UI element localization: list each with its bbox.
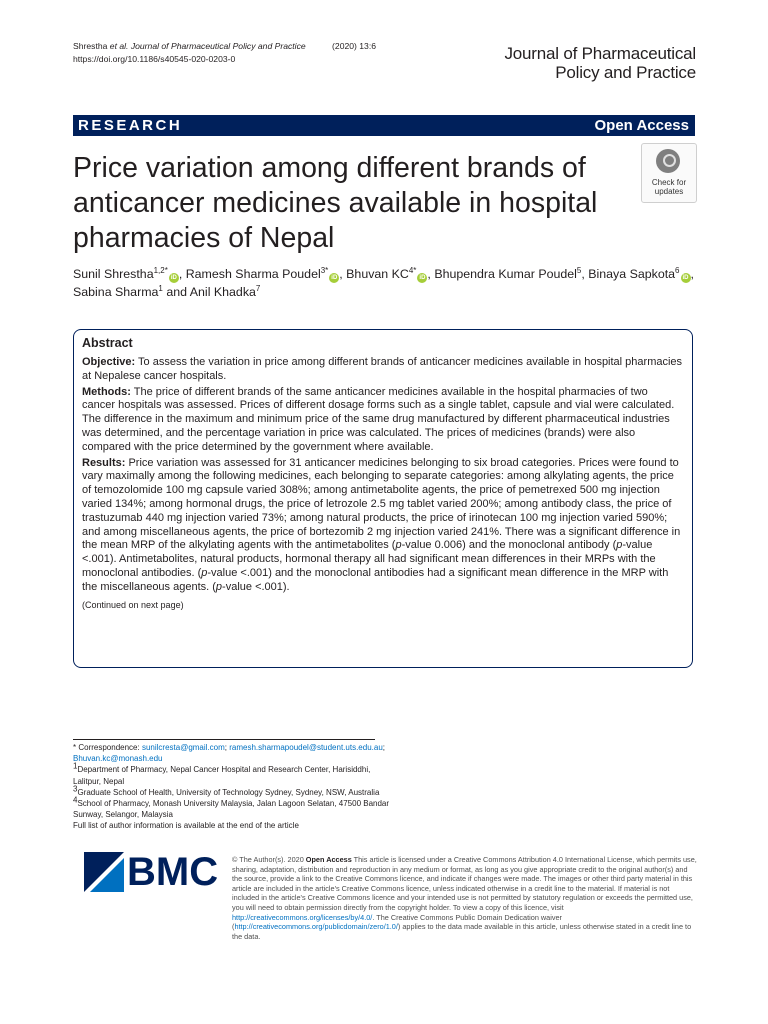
affiliation [73, 795, 393, 820]
continued-note: (Continued on next page) [82, 599, 184, 610]
author-name: Anil Khadka [189, 285, 256, 299]
author-connector: and [166, 285, 188, 299]
author-name: Bhupendra Kumar Poudel [434, 267, 577, 281]
journal-name-line2: Policy and Practice [555, 63, 696, 82]
license-link[interactable]: http://creativecommons.org/licenses/by/4.0/ [232, 912, 373, 922]
author-affiliation: 1 [158, 283, 163, 293]
author-affiliation: 3* [320, 265, 329, 275]
abstract-objective [82, 356, 683, 384]
email-link[interactable]: ramesh.sharmapoudel@student.uts.edu.au [229, 743, 383, 752]
copyright: © The Author(s). 2020 [232, 855, 304, 864]
author-name: Sunil Shrestha [73, 267, 154, 281]
objective-text: To assess the variation in price among different brands of anticancer medicines available in hospital pharmacies at Nepalese cancer hospitals. [82, 356, 683, 382]
orcid-icon[interactable]: iD [331, 275, 338, 281]
author-list: Sunil Shrestha$^{1,2*}$iD , Ramesh Sharma Poudel$^{3*}$iD , Bhuvan $KC^{4*}iD$ , Bhupendra Kumar Poudel$^5$, Binaya Sapkota$^6$iD , Sabina Sharma$^1$ and Anil Khadka$^7$ [73, 265, 694, 299]
affiliation [73, 784, 393, 798]
abstract-methods [82, 386, 683, 455]
affiliation-text: Department of Pharmacy, Nepal Cancer Hospital and Research Center, Harisiddhi, Lalitpur, Nepal [73, 765, 371, 786]
results-text: -value <.001) and the monoclonal antibodies had a significant mean difference in the MRP with the miscellaneous agents. ( [82, 566, 669, 593]
orcid-icon[interactable]: iD [419, 275, 426, 281]
author-affiliation: 7 [255, 283, 261, 293]
license-body: This article is licensed under a Creative Commons Attribution 4.0 International License, which permits use, sharing, adaptation, distribution and reproduction in any medium or format, as long as you give appropriate credit to the original author(s) and the source, provide a link to the Creative Commons licence, and indicate if changes were made. The images or other third party material in this article are included in the article's Creative Commons licence, unless indicated otherwise in a credit line to the material. If material is not included in the article's Creative Commons licence and your intended use is not permitted by statutory regulation or exceeds the permitted use, you will need to obtain permission directly from the copyright holder. To view a copy of this licence, visit [232, 855, 697, 912]
abstract-heading: Abstract [82, 336, 133, 350]
journal-name [470, 44, 696, 82]
bmc-logo-text: BMC [127, 850, 219, 894]
author-affiliation: 6 [675, 265, 680, 275]
citation-authors: Shrestha [73, 41, 108, 51]
citation-journal: Journal of Pharmaceutical Policy and Practice [130, 41, 306, 51]
citation-etal: et al. [109, 41, 129, 51]
author-name: Bhuvan KC [346, 267, 409, 281]
footnote-divider [73, 739, 375, 740]
p-symbol: p [201, 566, 208, 579]
affiliation-number: 3 [73, 784, 78, 794]
public-domain-link[interactable]: http://creativecommons.org/publicdomain/zero/1.0/ [234, 922, 398, 932]
affiliation-number: 4 [73, 795, 78, 805]
license-text [232, 855, 697, 941]
correspondence: * Correspondence: sunilcresta@gmail.com; ramesh.sharmapoudel@student.uts.edu.au; Bhuvan.kc@monash.edu [73, 743, 385, 764]
email-link[interactable]: Bhuvan.kc@monash.edu [73, 754, 163, 764]
p-symbol: p [616, 539, 623, 552]
section-label: RESEARCH [78, 117, 183, 134]
affiliation [73, 761, 393, 786]
objective-label: Objective: [82, 356, 136, 368]
license-body: . The Creative Commons Public Domain Dedication waiver ( [232, 912, 562, 932]
results-label: Results: [82, 456, 126, 469]
affiliation-number: 1 [73, 761, 78, 771]
methods-label: Methods: [82, 385, 131, 398]
journal-name-line1: Journal of Pharmaceutical [504, 44, 696, 63]
crossmark-label-line1: Check for [651, 178, 687, 187]
affiliation-text: Graduate School of Health, University of Technology Sydney, Sydney, NSW, Australia [77, 787, 380, 797]
orcid-icon[interactable]: iD [682, 275, 689, 281]
results-text: -value <.001). [222, 580, 290, 593]
citation-header [73, 40, 376, 66]
article-type-banner [73, 115, 695, 136]
results-text: -value <.001). Antimetabolites, natural products, hormonal therapy all had significant mean differences in their MRPs with the monoclonal antibodies. ( [82, 539, 656, 579]
crossmark-label-line2: updates [654, 187, 684, 196]
affiliation-text: School of Pharmacy, Monash University Malaysia, Jalan Lagoon Selatan, 47500 Bandar Sunway, Selangor, Malaysia [73, 799, 390, 820]
license-body: ) applies to the data made available in this article, unless otherwise stated in a credit line to the data. [232, 922, 692, 941]
full-author-info-note: Full list of author information is available at the end of the article [73, 821, 299, 831]
correspondence-label: * Correspondence: [73, 743, 140, 752]
p-symbol: p [395, 539, 402, 552]
methods-text: The price of different brands of the same anticancer medicines available in the hospital pharmacies of two cancer hospitals was assessed. Prices of different dosage forms such as a single tablet, capsule and vial were calculated. The difference in the maximum and minimum price of the same drug manufactured by different pharmaceutical industries was determined, and the percentage variation in price was calculated. The prices of medicines (brands) were also compared with the price determined by the government where available. [82, 385, 675, 453]
abstract-box [73, 329, 693, 668]
author-affiliation: 5 [576, 265, 582, 275]
email-link[interactable]: sunilcresta@gmail.com [141, 743, 225, 752]
author-affiliation: 1,2* [153, 265, 168, 275]
p-symbol: p [215, 580, 223, 593]
bmc-logo [84, 850, 219, 894]
check-for-updates-button[interactable] [641, 143, 697, 203]
author-name: Binaya Sapkota [588, 267, 676, 281]
crossmark-icon [656, 149, 680, 173]
author-affiliation: 4* [408, 265, 417, 275]
author-name: Sabina Sharma [73, 285, 159, 299]
abstract-results [82, 457, 683, 595]
results-text: Price variation was assessed for 31 anticancer medicines belonging to six broad categories. Prices were found to vary maximally among the following medicines, each belonging to separate categories: among alkylating agents, the price of temozolomide 100 mg capsule varied 308%; among antimetabolite agents, the price of pemetrexed 500 mg injection varied 134%; among hormonal drugs, the price of letrozole 2.5 mg tablet varied 200%; among antibody class, the price of trastuzumab 440 mg injection varied 73%; among natural products, the price of irinotecan 100 mg injection varied 590%; and among miscellaneous agents, the price of bortezomib 2 mg injection varied 241%. There was a significant difference in the mean MRP of the alkylating agents with the antimetabolites ( [82, 456, 681, 552]
results-text: -value 0.006) and the monoclonal antibody ( [401, 539, 617, 552]
orcid-icon[interactable]: iD [170, 275, 177, 281]
doi-link[interactable]: https://doi.org/10.1186/s40545-020-0203-0 [73, 54, 236, 64]
open-access-label: Open Access [594, 117, 689, 134]
citation-volume: (2020) 13:6 [332, 41, 377, 51]
bmc-logo-icon [84, 852, 124, 892]
footnotes [73, 742, 393, 832]
open-access-bold: Open Access [305, 855, 352, 864]
article-title: Price variation among different brands of anticancer medicines available in hospital pharmacies of Nepal [73, 152, 598, 254]
author-name: Ramesh Sharma Poudel [185, 267, 321, 281]
